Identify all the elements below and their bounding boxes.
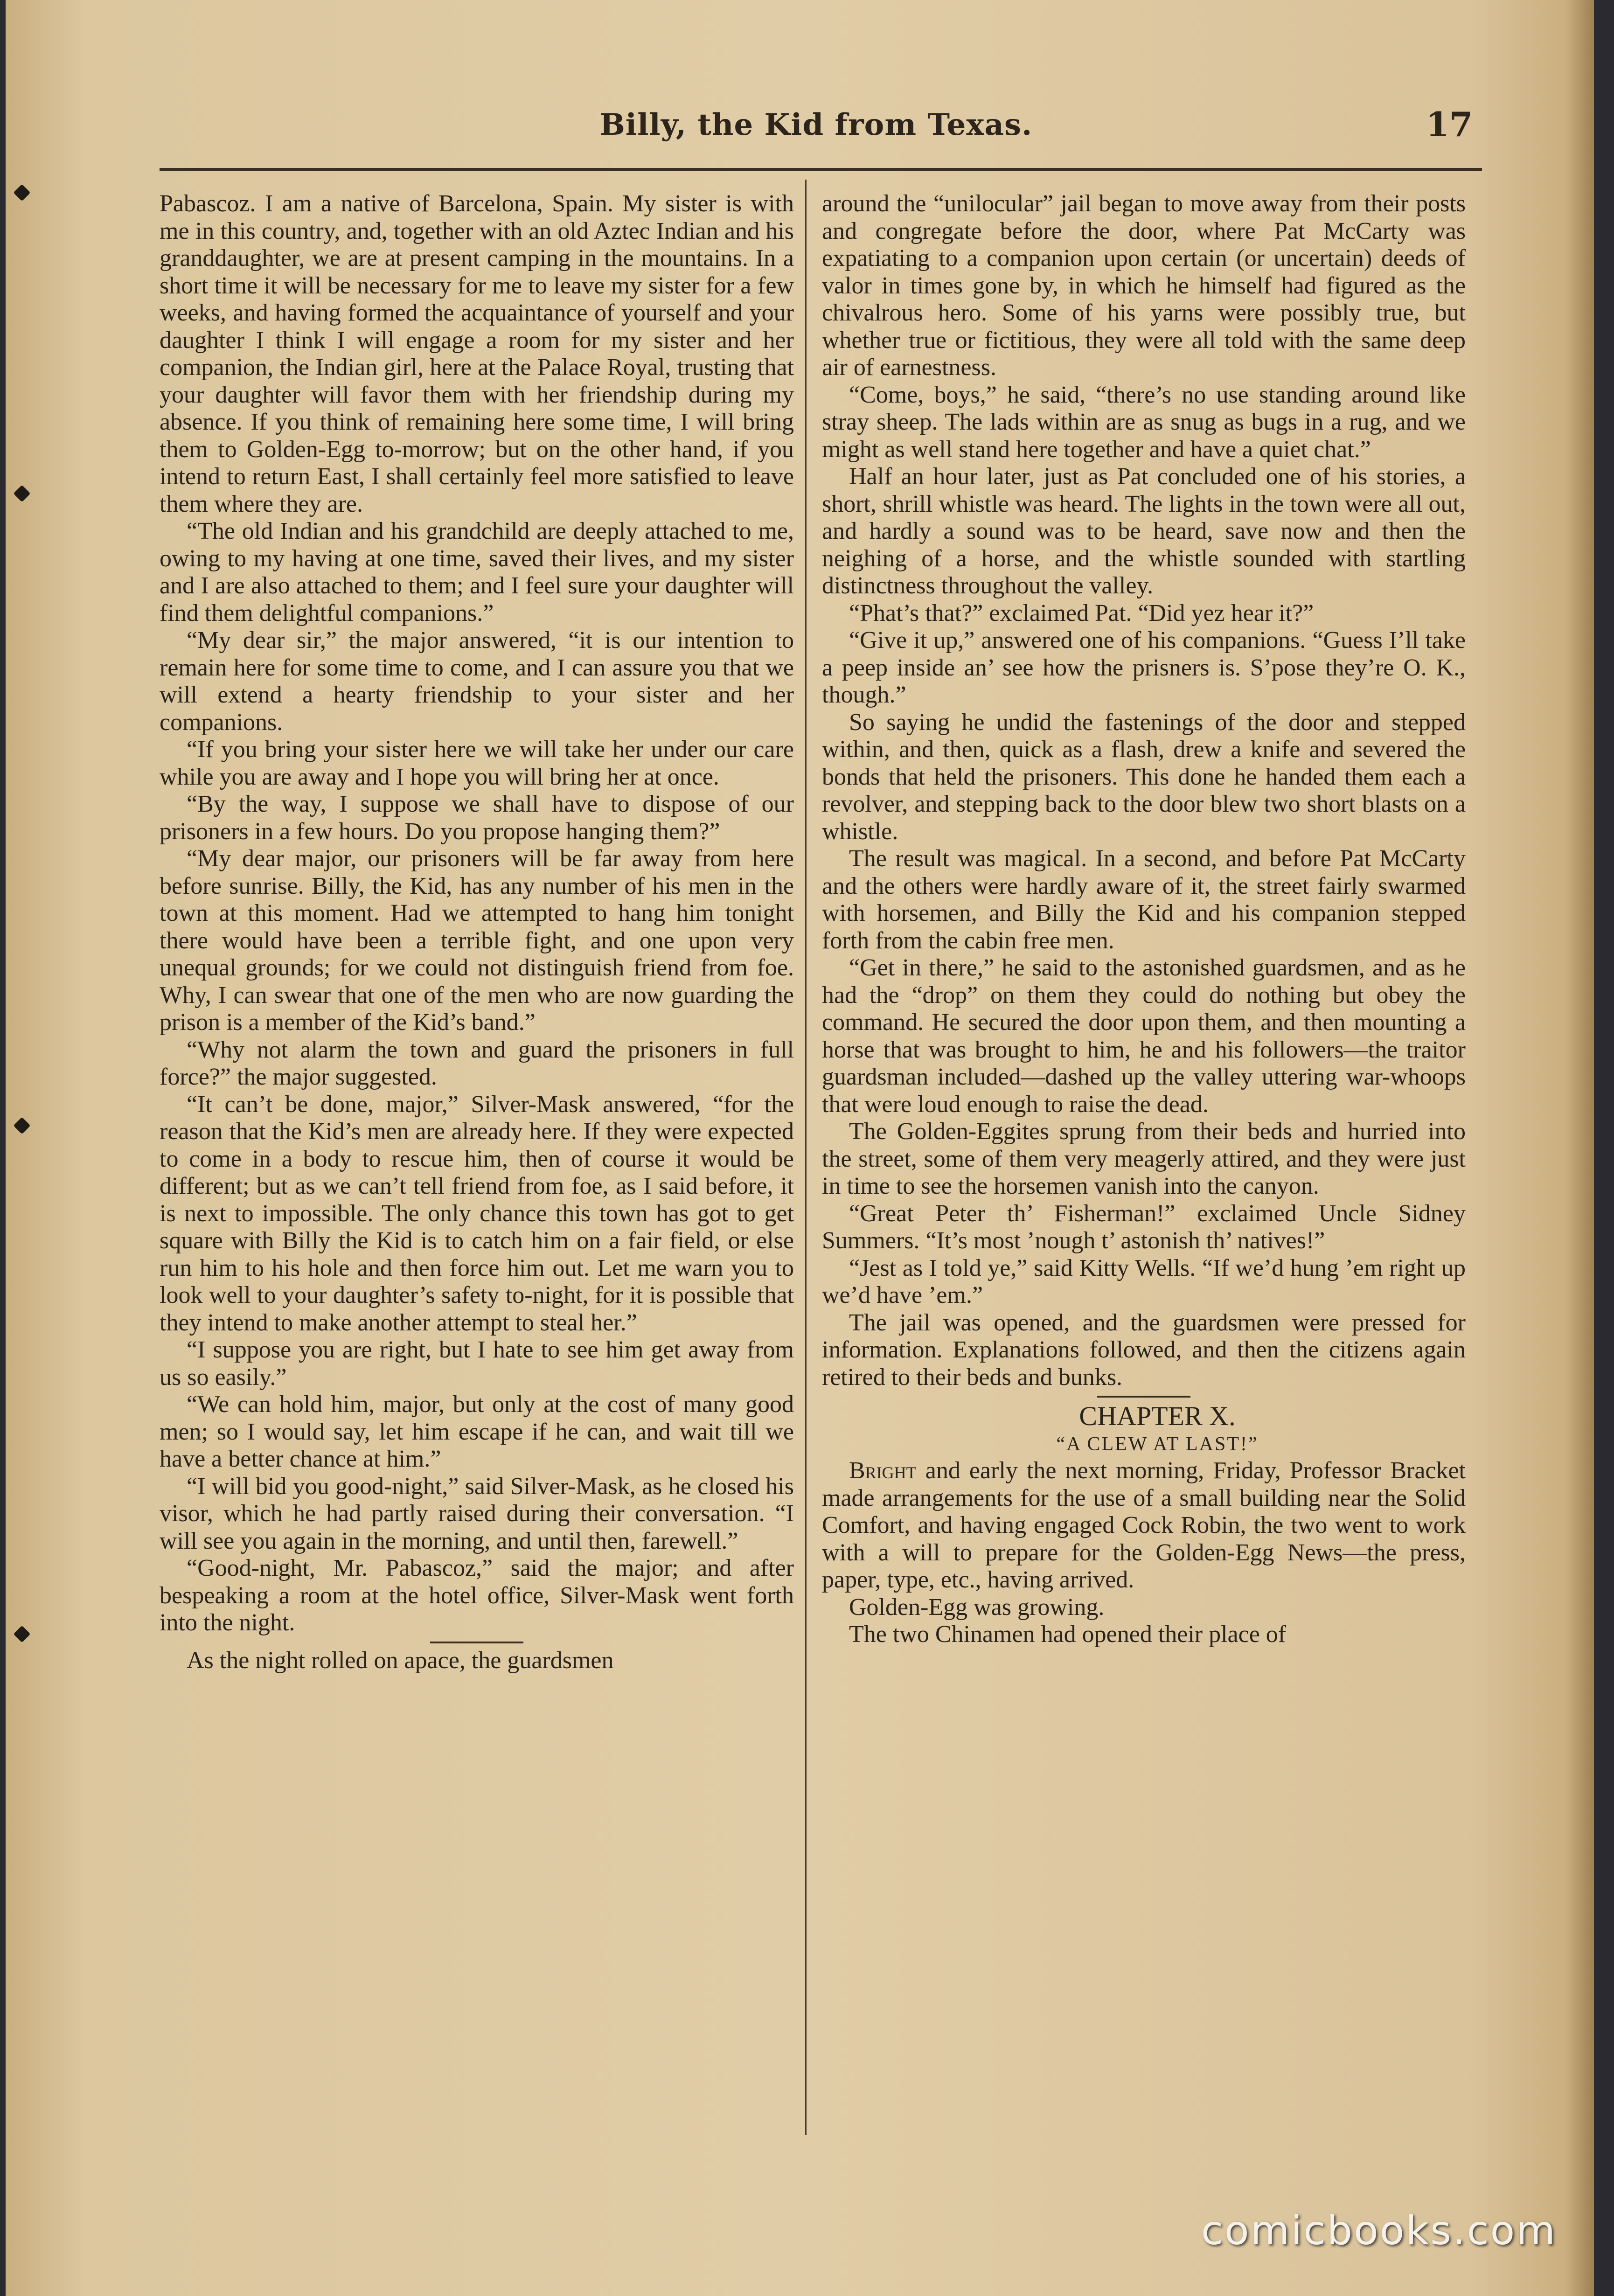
paragraph: So saying he undid the fastenings of the door and stepped within, and then, quick as a flash, drew a knife and severed the bonds that held the prisoners. This done he handed them each a revolver, and stepping back to the door blew two short blasts on a whistle. xyxy=(822,709,1466,845)
binding-hole-mark xyxy=(14,485,31,502)
chapter-subtitle: “A CLEW AT LAST!” xyxy=(1056,1433,1259,1455)
header-rule xyxy=(160,168,1482,171)
opening-word: Bright xyxy=(849,1457,917,1484)
binding-hole-mark xyxy=(14,1117,31,1134)
running-title: Billy, the Kid from Texas. xyxy=(599,107,1033,142)
page-number: 17 xyxy=(1426,104,1473,144)
paragraph: Pabascoz. I am a native of Barcelona, Spain. My sister is with me in this country, and, together with an old Aztec Indian and his granddaughter, we are at present camping in the mountains. In a short time it will be necessary for me to leave my sister for a few weeks, and having formed the acquaintance of yourself and your daughter I think I will engage a room for my sister and her companion, the Indian girl, here at the Palace Royal, trusting that your daughter will favor them with her friendship during my absence. If you think of remaining here some time, I will bring them to Golden-Egg to-morrow; but on the other hand, if you intend to return East, I shall certainly feel more satisfied to leave them where they are. xyxy=(160,190,794,517)
left-column xyxy=(160,190,794,2128)
paragraph: “My dear major, our prisoners will be far away from here before sunrise. Billy, the Kid, has any number of his men in the town at this moment. Had we attempted to hang him tonight there would have been a terrible fight, and one upon very unequal grounds; for we could not distinguish friend from foe. Why, I can swear that one of the men who are now guarding the prison is a member of the Kid’s band.” xyxy=(160,845,794,1036)
paragraph: around the “unilocular” jail began to move away from their posts and congregate before the door, where Pat McCarty was expatiating to a companion upon certain (or uncertain) deeds of valor in times gone by, in which he himself had figured as the chivalrous hero. Some of his yarns were possibly true, but whether true or fictitious, they were all told with the same deep air of earnestness. xyxy=(822,190,1466,381)
paragraph: The result was magical. In a second, and before Pat McCarty and the others were hardly aware of it, the street fairly swarmed with horsemen, and Billy the Kid and his companion stepped forth from the cabin free men. xyxy=(822,845,1466,954)
paragraph: “My dear sir,” the major answered, “it is our intention to remain here for some time to come, and I can assure you that we will extend a hearty friendship to your sister and her companions. xyxy=(160,627,794,736)
paragraph: “I will bid you good-night,” said Silver-Mask, as he closed his visor, which he had partly raised during their conversation. “I will see you again in the morning, and until then, farewell.” xyxy=(160,1473,794,1554)
section-rule xyxy=(1097,1396,1190,1398)
paragraph: “Good-night, Mr. Pabascoz,” said the major; and after bespeaking a room at the hotel office, Silver-Mask went forth into the night. xyxy=(160,1555,794,1636)
paragraph: “By the way, I suppose we shall have to dispose of our prisoners in a few hours. Do you propose hanging them?” xyxy=(160,791,794,845)
paragraph: “It can’t be done, major,” Silver-Mask answered, “for the reason that the Kid’s men are already here. If they were expected to come in a body to rescue him, then of course it would be different; but as we can’t tell friend from foe, as I said before, it is next to impossible. The only chance this town has got to get square with Billy the Kid is to catch him on a fair field, or else run him to his hole and then force him out. Let me warn you to look well to your daughter’s safety to-night, for it is possible that they intend to make another attempt to steal her.” xyxy=(160,1091,794,1336)
paragraph: “The old Indian and his grandchild are deeply attached to me, owing to my having at one time, saved their lives, and my sister and I are also attached to them; and I feel sure your daughter will find them delightful companions.” xyxy=(160,518,794,626)
paragraph: “Why not alarm the town and guard the prisoners in full force?” the major suggested. xyxy=(160,1036,794,1090)
paragraph: “Phat’s that?” exclaimed Pat. “Did yez hear it?” xyxy=(849,599,1314,626)
right-column xyxy=(822,190,1466,2128)
paragraph: “I suppose you are right, but I hate to see him get away from us so easily.” xyxy=(160,1336,794,1391)
binding-hole-mark xyxy=(14,184,31,202)
paragraph: “Give it up,” answered one of his companions. “Guess I’ll take a peep inside an’ see how the prisners is. S’pose they’re O. K., though.” xyxy=(822,627,1466,708)
binding-hole-mark xyxy=(14,1626,31,1643)
paragraph: “Come, boys,” he said, “there’s no use standing around like stray sheep. The lads within are as snug as bugs in a rug, and we might as well stand here together and have a quiet chat.” xyxy=(822,381,1466,463)
column-divider xyxy=(805,180,807,2135)
paragraph: The two Chinamen had opened their place of xyxy=(849,1621,1287,1648)
book-page xyxy=(6,0,1594,2296)
paragraph: “Jest as I told ye,” said Kitty Wells. “If we’d hung ’em right up we’d have ’em.” xyxy=(822,1254,1466,1308)
paragraph: Half an hour later, just as Pat concluded one of his stories, a short, shrill whistle was heard. The lights in the town were all out, and hardly a sound was to be heard, save now and then the neighing of a horse, and the whistle sounded with startling distinctness throughout the valley. xyxy=(822,463,1466,599)
paragraph: “Get in there,” he said to the astonished guardsmen, and as he had the “drop” on them they could do nothing but obey the command. He secured the door upon them, and then mounting a horse that was brought to him, he and his followers—the traitor guardsman included—dashed up the valley uttering war-whoops that were loud enough to raise the dead. xyxy=(822,954,1466,1118)
chapter-title: CHAPTER X. xyxy=(1079,1401,1236,1431)
paragraph: “We can hold him, major, but only at the cost of many good men; so I would say, let him escape if he can, and wait till we have a better chance at him.” xyxy=(160,1391,794,1472)
opening-text: and early the next morning, Friday, Professor Bracket made arrangements for the use of a small building near the Solid Comfort, and having engaged Cock Robin, the two went to work with a will to prepare for the Golden-Egg News—the press, paper, type, etc., having arrived. xyxy=(822,1457,1466,1593)
watermark: comicbooks.com xyxy=(1201,2207,1557,2254)
paragraph: The Golden-Eggites sprung from their beds and hurried into the street, some of them very meagerly attired, and they were just in time to see the horsemen vanish into the canyon. xyxy=(822,1118,1466,1199)
section-rule xyxy=(430,1642,523,1643)
chapter-opening-paragraph xyxy=(822,1457,1466,1594)
page-header xyxy=(160,104,1473,149)
paragraph: As the night rolled on apace, the guardsmen xyxy=(187,1647,614,1674)
paragraph: “Great Peter th’ Fisherman!” exclaimed Uncle Sidney Summers. “It’s most ’nough t’ astonish th’ natives!” xyxy=(822,1200,1466,1254)
paragraph: Golden-Egg was growing. xyxy=(849,1593,1105,1621)
paragraph: “If you bring your sister here we will take her under our care while you are away and I hope you will bring her at once. xyxy=(160,736,794,790)
paragraph: The jail was opened, and the guardsmen were pressed for information. Explanations followed, and then the citizens again retired to their beds and bunks. xyxy=(822,1309,1466,1391)
